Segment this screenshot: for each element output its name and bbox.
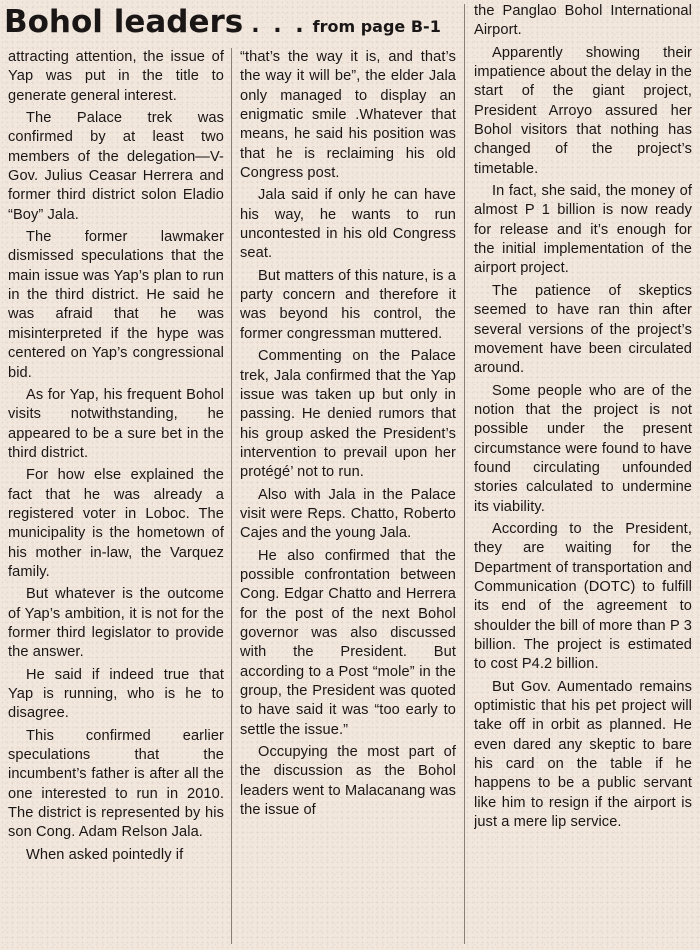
paragraph: Commenting on the Palace trek, Jala confirmed that the Yap issue was taken up but only in passing. He denied rumors that his group asked the President’s intervention to prevail upon her protégé’ not to run. (240, 348, 456, 481)
headline-jump-line: from page B-1 (312, 17, 441, 36)
paragraph: Also with Jala in the Palace visit were Reps. Chatto, Roberto Cajes and the young Jala. (240, 486, 456, 542)
paragraph: Jala said if only he can have his way, he wants to run uncontested in his old Congress seat. (240, 187, 456, 262)
paragraph: This confirmed earlier speculations that the incumbent’s father is after all the one interested to run in 2010. The district is represented by his son Cong. Adam Relson Jala. (8, 727, 224, 841)
paragraph: He also confirmed that the possible confrontation between Cong. Edgar Chatto and Herrera for the post of the next Bohol governor was also discussed with the President. But according to a Post “mole” in the group, the President was quoted to have said it was “too early to settle the issue.” (240, 547, 456, 738)
headline-title: Bohol leaders (4, 4, 244, 40)
paragraph: The Palace trek was confirmed by at least two members of the delegation—V-Gov. Julius Ceasar Herrera and former third district solon Eladio “Boy” Jala. (8, 110, 224, 223)
paragraph: He said if indeed true that Yap is running, who is he to disagree. (8, 666, 224, 722)
paragraph: As for Yap, his frequent Bohol visits notwithstanding, he appeared to be a sure bet in the third district. (8, 386, 224, 461)
paragraph: But matters of this nature, is a party concern and therefore it was beyond his control, the former congressman muttered. (240, 267, 456, 342)
paragraph: Some people who are of the notion that the project is not possible under the present circumstance were found to have found circulating unfounded stories calculated to undermine its viability. (474, 382, 692, 515)
paragraph: But whatever is the outcome of Yap’s ambition, it is not for the former third legislator to provide the answer. (8, 586, 224, 661)
article-column-3 (474, 2, 692, 948)
headline (4, 2, 470, 46)
paragraph: The former lawmaker dismissed speculations that the main issue was Yap’s plan to run in the third district. He said he was afraid that he was misinterpreted if the hype was centered on Yap’s congressional bid. (8, 229, 224, 381)
paragraph: When asked pointedly if (26, 846, 184, 863)
paragraph: But Gov. Aumentado remains optimistic that his pet project will take off in orbit as planned. He even dared any skeptic to bare his card on the table if he happens to be a public servant like him to resign if the airport is just a mere lip service. (474, 678, 692, 831)
paragraph: In fact, she said, the money of almost P 1 billion is now ready for release and it’s enough for the initial implementation of the airport project. (474, 183, 692, 277)
paragraph: the Panglao Bohol International Airport. (474, 3, 692, 39)
column-divider (464, 4, 465, 944)
paragraph: For how else explained the fact that he was already a registered voter in Loboc. The municipality is the hometown of his mother in-law, the Varquez family. (8, 467, 224, 580)
paragraph: attracting attention, the issue of Yap was put in the title to generate general interest. (8, 49, 224, 104)
paragraph: Occupying the most part of the discussion as the Bohol leaders went to Malacanang was the issue of (240, 744, 456, 819)
paragraph: According to the President, they are waiting for the Department of transportation and Communication (DOTC) to fulfill its end of the agreement to shoulder the bill of more than P 3 billion. The project is estimated to cost P4.2 billion. (474, 520, 692, 673)
paragraph: “that’s the way it is, and that’s the way it will be”, the elder Jala only managed to display an enigmatic smile .Whatever that means, he said his position was that he is reclaiming his old Congress post. (240, 49, 456, 182)
paragraph: Apparently showing their impatience about the delay in the start of the giant project, President Arroyo assured her Bohol visitors that nothing has changed of the project’s timetable. (474, 44, 692, 177)
column-divider (231, 48, 232, 944)
article-column-1 (8, 48, 224, 948)
headline-ellipsis: . . . (251, 13, 307, 38)
article-column-2 (240, 48, 456, 948)
paragraph: The patience of skeptics seemed to have ran thin after several versions of the project’s movement have been circulated around. (474, 282, 692, 377)
